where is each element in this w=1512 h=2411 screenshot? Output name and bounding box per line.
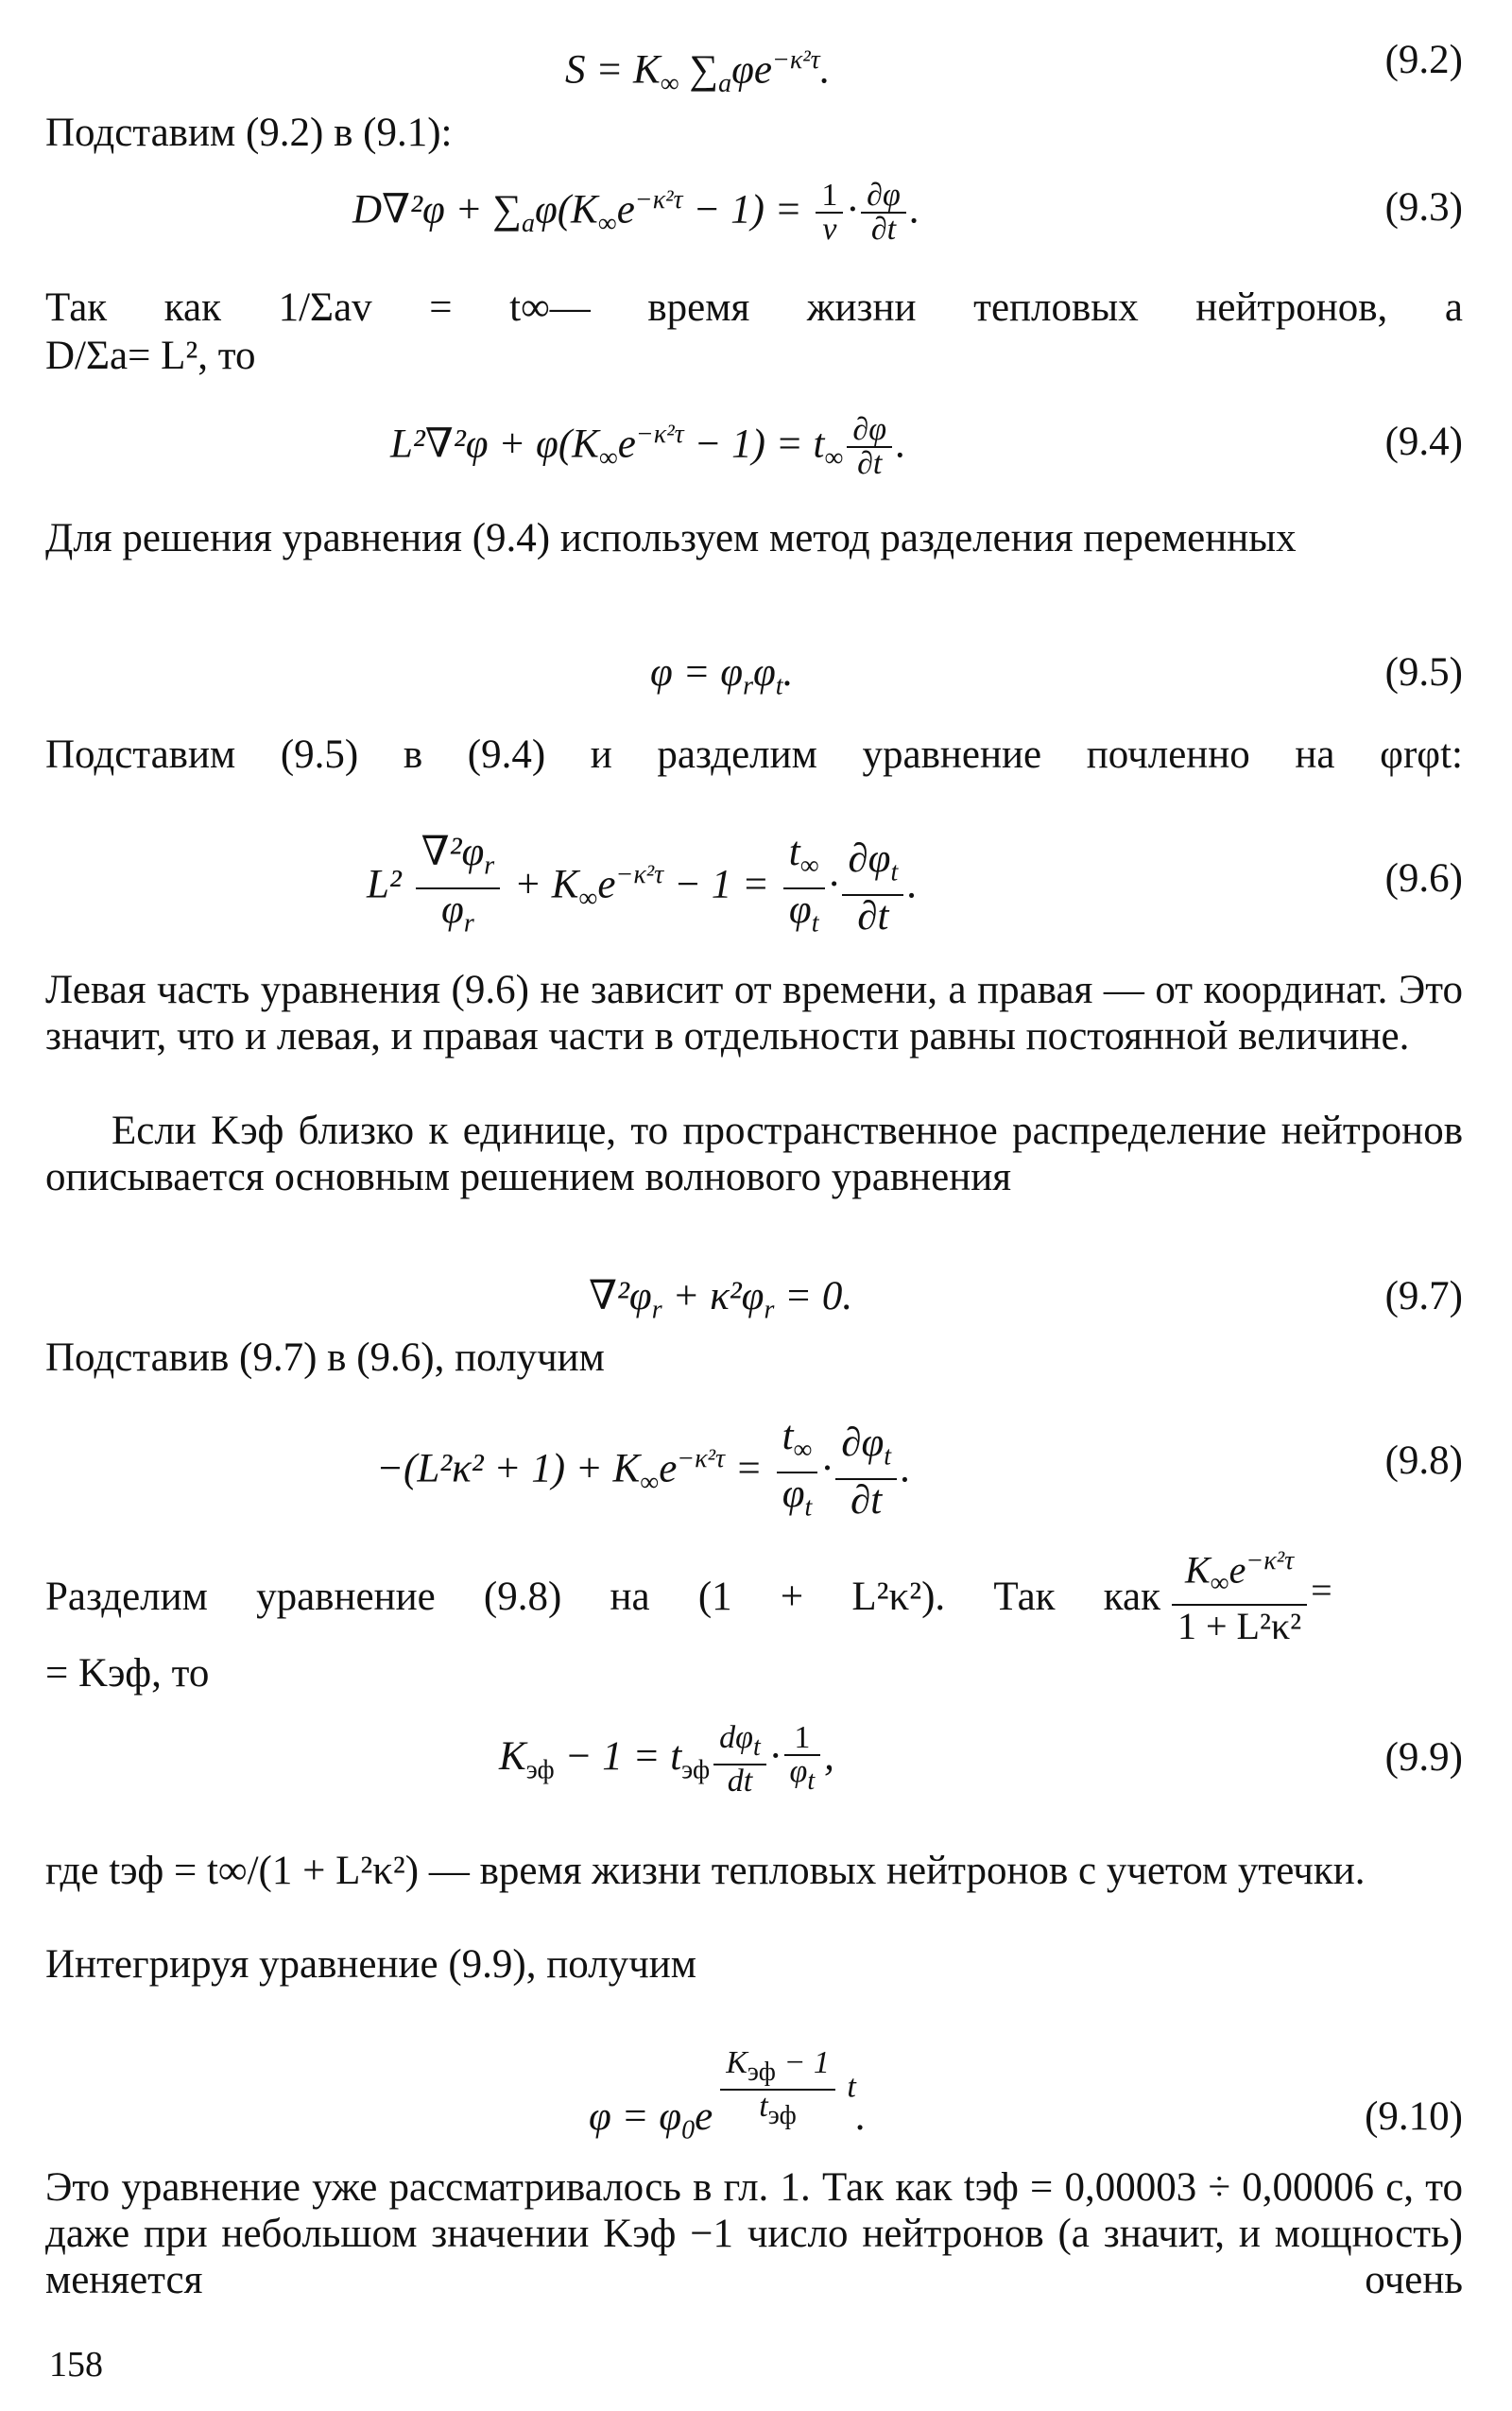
paragraph: D/Σa= L², то — [45, 334, 256, 378]
equation-9-6 — [45, 830, 1463, 939]
paragraph: Подставим (9.5) в (9.4) и разделим уравнение почленно на φrφt: — [45, 732, 1463, 777]
equation-number: (9.7) — [1384, 1274, 1463, 1318]
equation-formula: $D\nabla^2\varphi + \sum_a\varphi(K_\infty e^{-\kappa^2\tau} - 1)$ = $\frac{1}{v}$ · $\frac{\partial\varphi}{\partial t}$ . — [352, 178, 920, 248]
equation-9-3 — [45, 178, 1463, 248]
equation-9-7 — [45, 1268, 1463, 1325]
paragraph: Для решения уравнения (9.4) используем метод разделения переменных — [45, 516, 1297, 560]
paragraph: Так как 1/Σav = t∞— время жизни тепловых нейтронов, а — [45, 285, 1463, 330]
equation-9-10 — [45, 2045, 1463, 2145]
paragraph: Подставим (9.2) в (9.1): — [45, 111, 453, 155]
equation-9-2 — [45, 32, 1463, 98]
equation-number: (9.3) — [1384, 185, 1463, 230]
paragraph: Левая часть уравнения (9.6) не зависит от времени, а правая — от координат. Это значит, что и левая, и правая части в отдельности равны постоянной величине. — [45, 968, 1463, 1059]
equation-formula: $-(L^2\kappa^2 + 1) + K_\infty e^{-\kappa^2\tau}$ = $\frac{t_\infty}{\varphi_t}$ · $\frac{\partial\varphi_t}{\partial t}$ . — [376, 1414, 911, 1523]
equation-formula: $K_{эф} - 1 = t_{эф}$ $\frac{d\varphi_t}{dt}$ · $\frac{1}{\varphi_t}$ , — [499, 1720, 834, 1799]
fraction-keff: $\frac{K_\infty e^{-\kappa^2\tau}}{\text{1 + L²κ²}}$ = — [1168, 1541, 1332, 1647]
paragraph: Интегрируя уравнение (9.9), получим — [45, 1942, 696, 1987]
equation-number: (9.10) — [1365, 2094, 1463, 2139]
equation-number: (9.6) — [1384, 856, 1463, 901]
paragraph: Если Kэф близко к единице, то пространственное распределение нейтронов описывается основным решением волнового уравнения — [45, 1109, 1463, 1199]
equation-number: (9.5) — [1384, 650, 1463, 695]
equation-formula: $S = K_\infty$ $\sum_a\varphi e^{-\kappa^2\tau}$. — [565, 45, 831, 98]
page-number: 158 — [49, 2345, 103, 2385]
equation-number: (9.4) — [1384, 420, 1463, 464]
equation-formula: L² $\frac{\nabla^2\varphi_r}{\varphi_r}$ + $K_\infty e^{-\kappa^2\tau} - 1$ = $\frac{t_\infty}{\varphi_t}$ · $\frac{\partial\varphi_t}{\partial t}$ . — [367, 830, 918, 939]
equation-9-4 — [45, 412, 1463, 482]
equation-9-5 — [45, 645, 1463, 701]
equation-formula: $\nabla^2\varphi_r + \kappa^2\varphi_r = 0$. — [589, 1274, 853, 1325]
paragraph: Подставив (9.7) в (9.6), получим — [45, 1335, 605, 1380]
equation-formula: $\varphi = \varphi_r\varphi_t$. — [650, 650, 794, 701]
equation-formula: $L^2\nabla^2\varphi + \varphi(K_\infty e^{-\kappa^2\tau} - 1) = t_\infty$ $\frac{\partial\varphi}{\partial t}$ . — [390, 412, 906, 482]
paragraph: = Kэф, то — [45, 1651, 210, 1696]
paragraph: Это уравнение уже рассматривалось в гл. 1. Так как tэф = 0,00003 ÷ 0,00006 с, то даже при небольшом значении Kэф −1 число нейтронов (а значит, и мощность) меняется очень — [45, 2165, 1463, 2302]
paragraph: Разделим уравнение (9.8) на (1 + L²κ²). Так как — [45, 1575, 1160, 1619]
paragraph: где tэф = t∞/(1 + L²κ²) — время жизни тепловых нейтронов с учетом утечки. — [45, 1849, 1366, 1893]
equation-9-9 — [45, 1720, 1463, 1799]
equation-number: (9.2) — [1384, 38, 1463, 82]
equation-number: (9.9) — [1384, 1735, 1463, 1780]
equation-formula: $\varphi = \varphi_0e$ $\frac{K_{эф} - 1}{t_{эф}}$ t. — [589, 2045, 867, 2145]
equation-9-8 — [45, 1414, 1463, 1523]
equation-number: (9.8) — [1384, 1438, 1463, 1483]
